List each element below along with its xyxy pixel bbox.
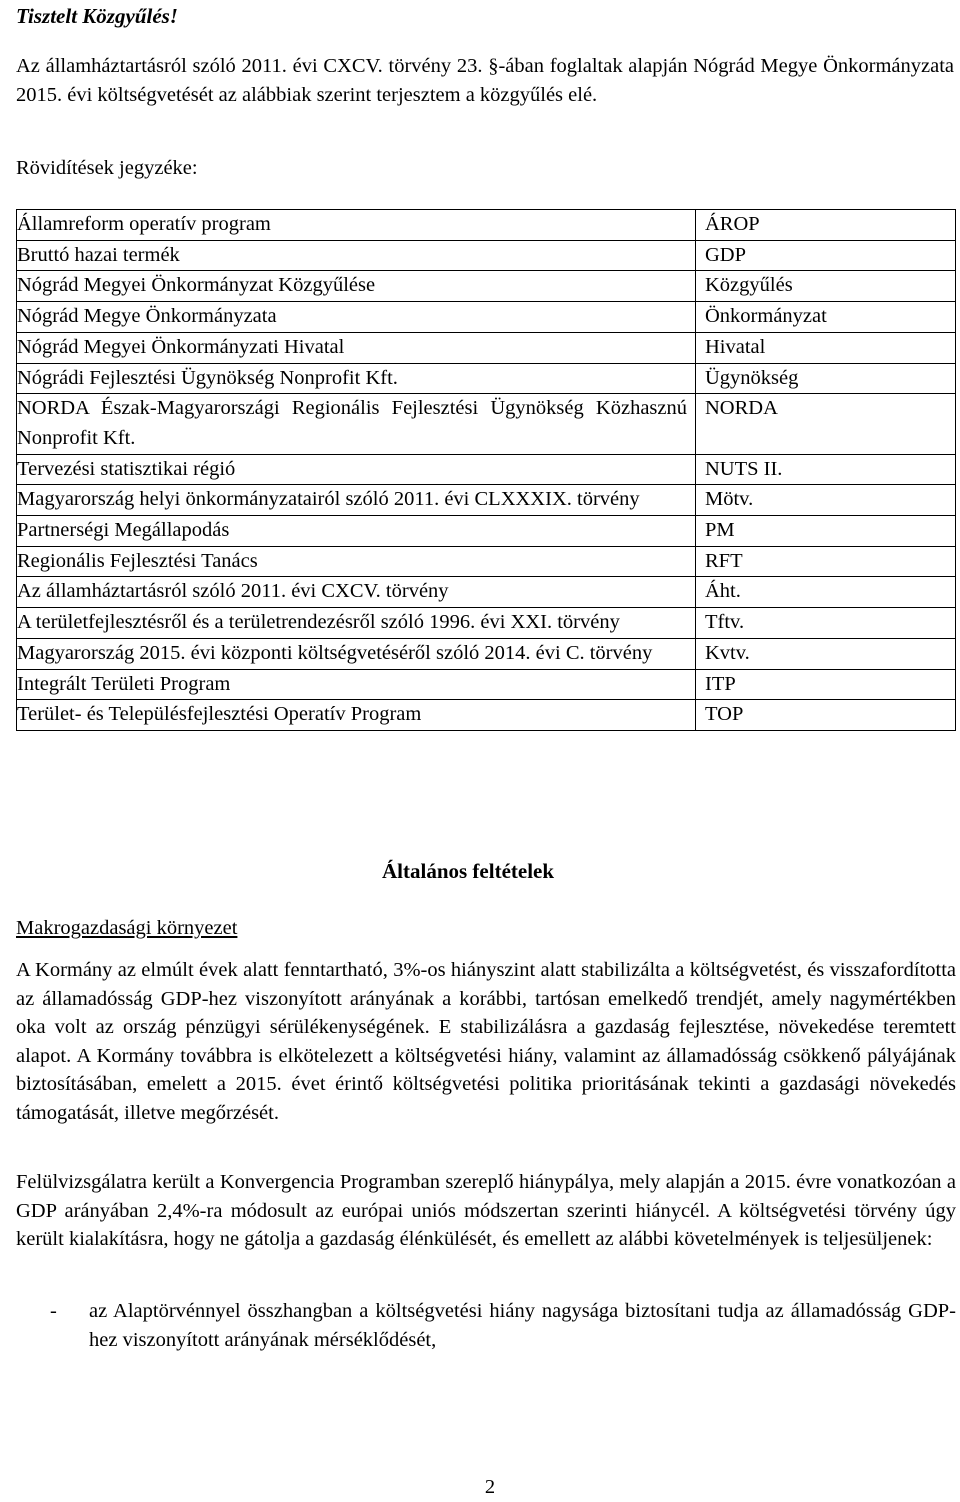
page-number: 2	[484, 1476, 496, 1498]
abbreviation-short: ÁROP	[696, 210, 956, 241]
abbreviation-short: ITP	[696, 669, 956, 700]
abbreviation-full-name: Partnerségi Megállapodás	[17, 516, 696, 547]
section-title: Általános feltételek	[382, 859, 555, 883]
abbreviations-table	[16, 209, 956, 731]
abbreviation-short: PM	[696, 516, 956, 547]
abbreviation-full-name: Regionális Fejlesztési Tanács	[17, 546, 696, 577]
abbreviation-short: Tftv.	[696, 608, 956, 639]
abbreviation-short: TOP	[696, 700, 956, 731]
table-row	[17, 485, 956, 516]
table-row	[17, 302, 956, 333]
abbreviation-short: RFT	[696, 546, 956, 577]
abbreviation-full-name: Az államháztartásról szóló 2011. évi CXCV. törvény	[17, 577, 696, 608]
abbreviation-short: Ügynökség	[696, 363, 956, 394]
table-row	[17, 638, 956, 669]
abbreviation-short: NUTS II.	[696, 454, 956, 485]
abbreviation-full-name: Nógrád Megye Önkormányzata	[17, 302, 696, 333]
intro-paragraph: Az államháztartásról szóló 2011. évi CXCV. törvény 23. §-ában foglaltak alapján Nógrád Megye Önkormányzata 2015. évi költségvetését az alábbiak szerint terjesztem a közgyűlés elé.	[16, 55, 954, 106]
abbreviation-short: Önkormányzat	[696, 302, 956, 333]
abbreviation-full-name: NORDA Észak-Magyarországi Regionális Fejlesztési Ügynökség Közhasznú Nonprofit Kft.	[17, 394, 696, 454]
table-row	[17, 577, 956, 608]
abbreviation-full-name: Integrált Területi Program	[17, 669, 696, 700]
table-row	[17, 271, 956, 302]
abbreviation-short: Hivatal	[696, 332, 956, 363]
list-item	[16, 1297, 956, 1354]
abbreviation-full-name: Magyarország 2015. évi központi költségvetéséről szóló 2014. évi C. törvény	[17, 638, 696, 669]
abbreviation-short: Közgyűlés	[696, 271, 956, 302]
abbreviation-full-name: Magyarország helyi önkormányzatairól szóló 2011. évi CLXXXIX. törvény	[17, 485, 696, 516]
abbreviations-title: Rövidítések jegyzéke:	[16, 157, 198, 179]
abbreviation-short: Áht.	[696, 577, 956, 608]
paragraph: A Kormány az elmúlt évek alatt fenntartható, 3%-os hiányszint alatt stabilizálta a költségvetést, és visszafordította az államadósság GDP-hez viszonyított arányának a korábbi, tartósan emelkedő trendjét, amely nagymértékben oka volt az ország pénzügyi sérülékenységének. E stabilizálásra a gazdaság fejlesztése, növekedése teremtett alapot. A Kormány továbbra is elkötelezett a költségvetési hiány, valamint az államadósság csökkenő pályájának biztosításában, emelett a 2015. évet érintő költségvetési politika prioritásának tekinti a gazdasági növekedés támogatását, illetve megőrzését.	[16, 959, 956, 1124]
table-row	[17, 608, 956, 639]
abbreviation-full-name: Államreform operatív program	[17, 210, 696, 241]
table-row	[17, 332, 956, 363]
subsection-title: Makrogazdasági környezet	[16, 917, 238, 939]
paragraph: Felülvizsgálatra került a Konvergencia Programban szereplő hiánypálya, mely alapján a 2015. évre vonatkozóan a GDP arányában 2,4%-ra módosult az európai uniós módszertan szerinti hiánycél. A költségvetési törvény úgy került kialakításra, hogy ne gátolja a gazdaság élénkülését, és emellett az alábbi követelmények is teljesüljenek:	[16, 1171, 956, 1250]
table-row	[17, 240, 956, 271]
abbreviation-full-name: Terület- és Településfejlesztési Operatív Program	[17, 700, 696, 731]
table-row	[17, 669, 956, 700]
abbreviation-full-name: Nógrád Megyei Önkormányzat Közgyűlése	[17, 271, 696, 302]
abbreviation-full-name: Bruttó hazai termék	[17, 240, 696, 271]
abbreviation-short: NORDA	[696, 394, 956, 454]
abbreviation-full-name: Nógrádi Fejlesztési Ügynökség Nonprofit Kft.	[17, 363, 696, 394]
abbreviation-full-name: Nógrád Megyei Önkormányzati Hivatal	[17, 332, 696, 363]
table-row	[17, 394, 956, 454]
abbreviation-short: GDP	[696, 240, 956, 271]
table-row	[17, 363, 956, 394]
list-item-text: az Alaptörvénnyel összhangban a költségvetési hiány nagysága biztosítani tudja az államadósság GDP-hez viszonyított arányának mérséklődését,	[89, 1300, 956, 1351]
list-bullet: -	[50, 1300, 57, 1322]
abbreviation-full-name: A területfejlesztésről és a területrendezésről szóló 1996. évi XXI. törvény	[17, 608, 696, 639]
table-row	[17, 210, 956, 241]
abbreviation-short: Mötv.	[696, 485, 956, 516]
table-row	[17, 546, 956, 577]
abbreviation-short: Kvtv.	[696, 638, 956, 669]
table-row	[17, 700, 956, 731]
salutation: Tisztelt Közgyűlés!	[16, 4, 178, 28]
table-row	[17, 516, 956, 547]
table-row	[17, 454, 956, 485]
abbreviation-full-name: Tervezési statisztikai régió	[17, 454, 696, 485]
